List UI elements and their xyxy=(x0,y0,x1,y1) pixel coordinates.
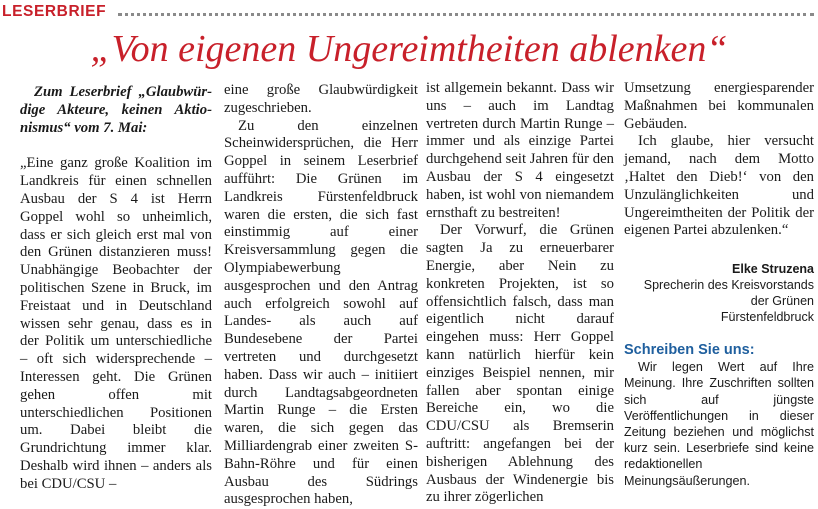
letter-paragraph-1: „Eine ganz große Koalition im Landkreis für einen schnellen Ausbau der S 4 ist Herrn Goppel wohl so unheimlich, dass er sich gleich erst mal von den Grünen distanzieren muss! Unabhängige Beobachter der politischen Szene in Bruck, im Freistaat und in Deutschland wissen sehr genau, dass es in der Politik um unterschiedliche – oft sich widersprechende – Interessen geht. Die Grünen gehen offen mit unterschiedlichen Positionen um. Dabei bleibt die Grundrichtung immer klar. Deshalb wird ihnen – anders als bei CDU/CSU – xyxy=(20,155,212,492)
letter-paragraph-6: Umsetzung energiesparender Maßnahmen bei kommunalen Gebäuden. xyxy=(624,80,814,132)
letter-paragraph-2: eine große Glaubwürdigkeit zugeschrieben. xyxy=(224,82,418,116)
reference-line: Zum Leserbrief „Glaubwür-dige Akteure, keinen Aktio-nismus“ vom 7. Mai: xyxy=(20,84,212,136)
author-role-line-3: Fürstenfeldbruck xyxy=(720,310,814,325)
section-header xyxy=(0,3,818,25)
text-column-2 xyxy=(224,82,418,509)
kicker-dotted-rule xyxy=(118,13,814,16)
author-name: Elke Struzena xyxy=(732,262,814,277)
text-column-1 xyxy=(20,84,212,494)
text-column-3 xyxy=(426,80,614,507)
letter-paragraph-7: Ich glaube, hier versucht jemand, nach dem Motto ‚Haltet den Dieb!‘ von den Unzulänglichkeiten und Ungereimtheiten der Politik der eigenen Partei abzulenken.“ xyxy=(624,133,814,239)
letter-paragraph-4: ist allgemein bekannt. Dass wir uns – auch im Landtag vertreten durch Martin Runge – immer und als einzige Partei durchgehend seit Jahren für den Ausbau der S 4 eingesetzt haben, ist wohl von niemandem ernsthaft zu bestreiten! xyxy=(426,80,614,221)
author-role-line-2: der Grünen xyxy=(750,294,814,309)
author-role-line-1: Sprecherin des Kreisvorstands xyxy=(643,278,814,293)
letter-paragraph-5: Der Vorwurf, die Grünen sagten Ja zu erneuerbarer Energie, aber Nein zu konkreten Projekten, ist so offensichtlich falsch, dass man eigentlich nicht darauf eingehen muss: Herr Goppel kann natürlich hierfür kein einziges Beispiel nennen, mir fallen aber spontan einige Bereiche ein, wo die CDU/CSU als Bremserin auftritt: angefangen bei der bisherigen Ablehnung des Ausbaus der Windenergie bis zu ihrer zögerlichen xyxy=(426,222,614,506)
infobox-title: Schreiben Sie uns: xyxy=(624,342,755,359)
text-column-4 xyxy=(624,80,814,489)
infobox-text: Wir legen Wert auf Ihre Meinung. Ihre Zuschriften sollten sich auf jüngste Veröffentlichungen in dieser Zeitung beziehen und möglichst kurz sein. Leserbriefe sind keine redaktionellen Meinungsäußerungen. xyxy=(624,360,814,488)
author-signature xyxy=(624,261,814,325)
letter-paragraph-3: Zu den einzelnen Scheinwidersprüchen, die Herr Goppel in seinem Leserbrief aufführt: Die Grünen im Landkreis Fürstenfeldbruck waren die ersten, die sich fast einstimmig auf einer Kreisversammlung gegen die Olympiabewerbung ausgesprochen und den Antrag auch erfolgreich sowohl auf Landes- als auch auf Bundesebene der Partei vertreten und durchgesetzt haben. Dass wir auch – initiiert durch Landtagsabgeordneten Martin Runge – die Ersten waren, die sich gegen das Milliardengrab einer zweiten S-Bahn-Röhre und für einen Ausbau des Südrings ausgesprochen haben, xyxy=(224,117,418,508)
section-kicker: LESERBRIEF xyxy=(2,3,107,20)
article-headline: „Von eigenen Ungereimtheiten ablenken“ xyxy=(90,28,728,70)
